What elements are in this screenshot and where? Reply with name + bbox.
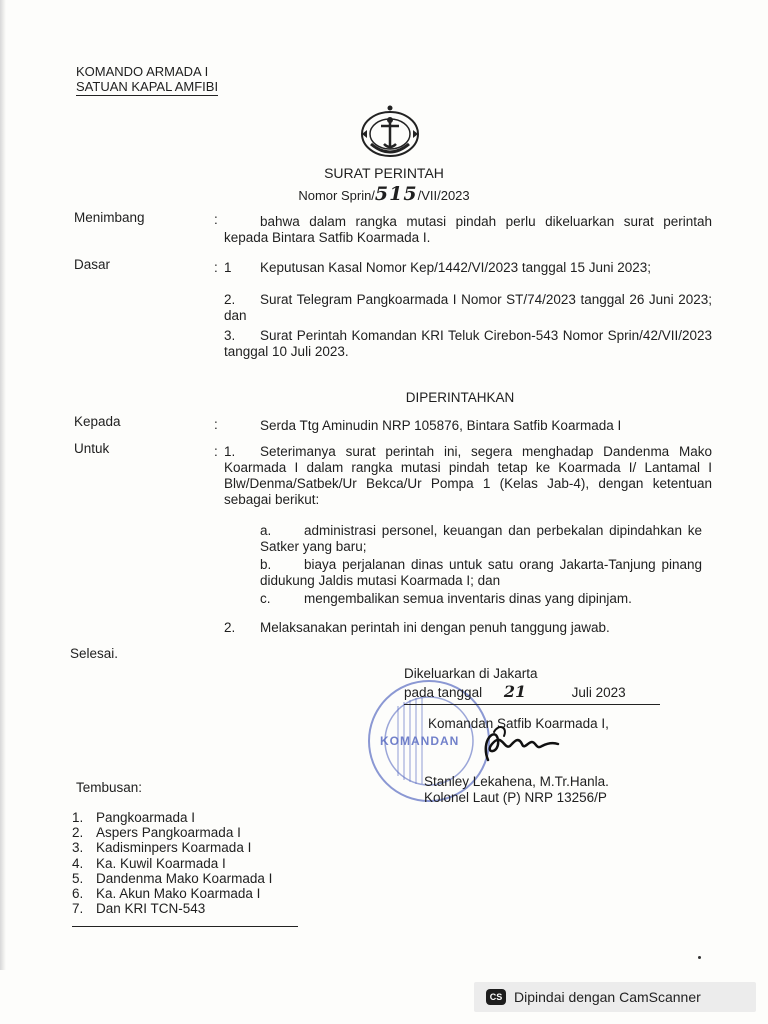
signature-icon	[474, 720, 566, 770]
subitem-num: a.	[260, 523, 272, 538]
document-title: SURAT PERINTAH	[324, 165, 444, 181]
scan-speck	[698, 956, 701, 959]
list-item: 5. Dandenma Mako Koarmada I	[72, 870, 273, 886]
camscanner-watermark	[474, 982, 756, 1012]
navy-emblem-icon	[357, 104, 423, 162]
untuk-subitem-b	[260, 557, 702, 589]
tembusan-title: Tembusan:	[76, 780, 143, 795]
list-item: 4. Ka. Kuwil Koarmada I	[72, 855, 226, 871]
dasar-item-text: Keputusan Kasal Nomor Kep/1442/VI/2023 tanggal 15 Juni 2023;	[260, 260, 652, 275]
nomor-prefix: Nomor Sprin/	[298, 188, 375, 203]
camscanner-icon: CS	[486, 989, 506, 1005]
menimbang-text: bahwa dalam rangka mutasi pindah perlu dikeluarkan surat perintah kepada Bintara Satfib Koarmada I.	[224, 214, 712, 245]
selesai-text: Selesai.	[70, 646, 119, 661]
menimbang-label: Menimbang	[74, 210, 145, 225]
date-prefix: pada tanggal	[404, 685, 483, 700]
dasar-item-3	[224, 328, 712, 360]
subitem-text: biaya perjalanan dinas untuk satu orang Jakarta-Tanjung pinang didukung Jaldis mutasi Koarmada I; dan	[260, 557, 702, 588]
signer-rank-nrp: Kolonel Laut (P) NRP 13256/P	[424, 790, 607, 805]
date-month-year: Juli 2023	[571, 685, 626, 700]
untuk-item-2	[224, 620, 704, 636]
issue-date	[404, 684, 660, 705]
dasar-item-num: 3.	[224, 328, 236, 343]
document-number	[0, 183, 768, 205]
subitem-text: mengembalikan semua inventaris dinas yang dipinjam.	[304, 591, 632, 606]
unit-line-2: SATUAN KAPAL AMFIBI	[76, 79, 219, 94]
list-item: 7. Dan KRI TCN-543	[72, 901, 206, 917]
untuk-subitem-c	[260, 591, 702, 607]
untuk-item-num: 2.	[224, 620, 236, 635]
colon: :	[214, 212, 218, 227]
kepada-label: Kepada	[74, 414, 121, 429]
untuk-item-num: 1.	[224, 444, 236, 459]
list-item: 3. Kadisminpers Koarmada I	[72, 840, 252, 856]
colon: :	[214, 444, 218, 459]
dasar-item-num: 2.	[224, 292, 236, 307]
tembusan-underline	[72, 926, 298, 927]
tembusan-list	[72, 810, 272, 916]
kepada-text: Serda Ttg Aminudin NRP 105876, Bintara Satfib Koarmada I	[260, 418, 622, 433]
colon: :	[214, 260, 218, 275]
subitem-text: administrasi personel, keuangan dan perbekalan dipindahkan ke Satker yang baru;	[260, 523, 702, 554]
signer-position: Komandan Satfib Koarmada I,	[428, 716, 609, 731]
unit-line-1: KOMANDO ARMADA I	[76, 64, 209, 79]
dasar-item-1	[224, 260, 712, 276]
list-item: 6. Ka. Akun Mako Koarmada I	[72, 886, 261, 902]
untuk-item-1	[224, 444, 712, 508]
untuk-item-text: Seterimanya surat perintah ini, segera menghadap Dandenma Mako Koarmada I dalam rangka mutasi pindah tetap ke Koarmada I/ Lantamal I Blw/Denma/Satbek/Ur Bekca/Ur Pompa 1 (Kelas Jab-4), dengan ketentuan sebagai berikut:	[224, 444, 712, 507]
date-day-handwritten: 21	[503, 682, 527, 701]
untuk-item-text: Melaksanakan perintah ini dengan penuh tanggung jawab.	[260, 620, 610, 635]
subitem-num: b.	[260, 557, 272, 572]
untuk-subitem-a	[260, 523, 702, 555]
untuk-label: Untuk	[74, 441, 110, 456]
dasar-item-text: Surat Telegram Pangkoarmada I Nomor ST/74/2023 tanggal 26 Juni 2023; dan	[224, 292, 712, 323]
dasar-label: Dasar	[74, 257, 111, 272]
list-item: 1. Pangkoarmada I	[72, 810, 196, 825]
issued-at: Dikeluarkan di Jakarta	[404, 666, 538, 681]
scan-edge-shadow	[0, 0, 6, 970]
stamp-text: KOMANDAN	[380, 734, 460, 748]
colon: :	[214, 417, 218, 432]
dasar-item-text: Surat Perintah Komandan KRI Teluk Cirebon-543 Nomor Sprin/42/VII/2023 tanggal 10 Juli 2023.	[224, 328, 712, 359]
subitem-num: c.	[260, 591, 271, 606]
nomor-handwritten: 515	[374, 183, 418, 205]
dasar-item-2	[224, 292, 712, 324]
watermark-text: Dipindai dengan CamScanner	[514, 989, 701, 1005]
diperintahkan-heading: DIPERINTAHKAN	[405, 390, 515, 405]
nomor-suffix: /VII/2023	[417, 188, 470, 203]
signer-name: Stanley Lekahena, M.Tr.Hanla.	[424, 774, 609, 789]
list-item: 2. Aspers Pangkoarmada I	[72, 825, 241, 841]
dasar-item-num: 1	[224, 260, 232, 275]
unit-header	[76, 64, 218, 96]
